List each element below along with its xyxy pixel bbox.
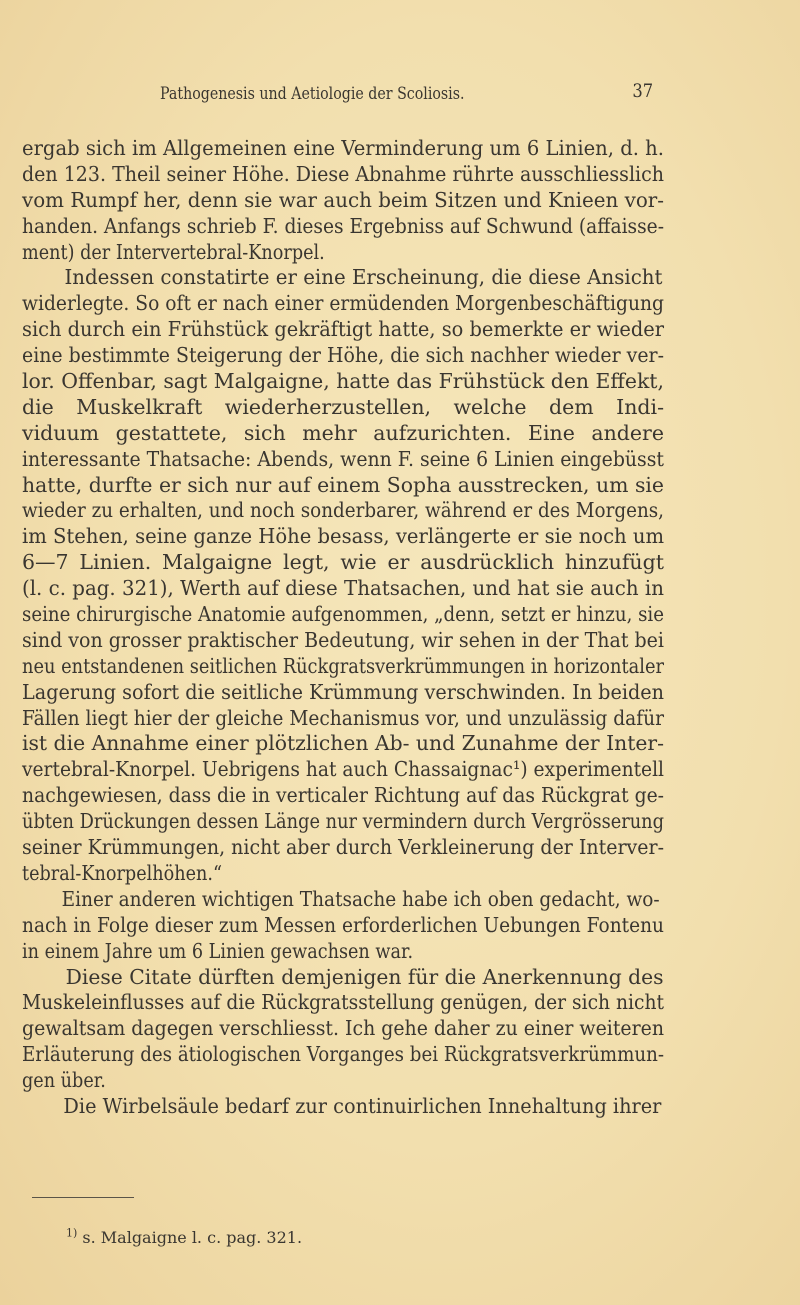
text-line: vertebral-Knorpel. Uebrigens hat auch Chassaignac¹) experimentell xyxy=(22,757,664,782)
footnote-divider xyxy=(32,1197,134,1198)
footnote-marker: 1) xyxy=(66,1226,78,1240)
paragraph-start: Diese Citate dürften demjenigen für die Anerkennung des xyxy=(65,964,664,989)
text-line: tebral-Knorpelhöhen.“ xyxy=(22,860,222,885)
text-line: widerlegte. So oft er nach einer ermüdenden Morgenbeschäftigung xyxy=(22,291,664,316)
text-line: Muskeleinflusses auf die Rückgratsstellung genügen, der sich nicht xyxy=(22,990,664,1015)
text-line: interessante Thatsache: Abends, wenn F. seine 6 Linien eingebüsst xyxy=(22,446,664,471)
text-line: ment) der Intervertebral-Knorpel. xyxy=(22,239,325,264)
text-line: viduum gestattete, sich mehr aufzurichten. Eine andere xyxy=(22,420,664,445)
text-line: Lagerung sofort die seitliche Krümmung verschwinden. In beiden xyxy=(22,679,664,704)
page-number: 37 xyxy=(632,80,653,102)
text-line: neu entstandenen seitlichen Rückgratsverkrümmungen in horizontaler xyxy=(22,653,664,678)
text-line: Fällen liegt hier der gleiche Mechanismus vor, und unzulässig dafür xyxy=(22,705,664,730)
text-line: 6—7 Linien. Malgaigne legt, wie er ausdrücklich hinzufügt xyxy=(22,550,664,575)
text-line: übten Drückungen dessen Länge nur vermindern durch Vergrösserung xyxy=(22,809,664,834)
text-line: handen. Anfangs schrieb F. dieses Ergebniss auf Schwund (affaisse- xyxy=(22,213,664,238)
running-header xyxy=(160,80,653,103)
text-line: die Muskelkraft wiederherzustellen, welche dem Indi- xyxy=(22,394,664,419)
text-line: nach in Folge dieser zum Messen erforderlichen Uebungen Fontenu xyxy=(22,912,664,937)
text-line: lor. Offenbar, sagt Malgaigne, hatte das Frühstück den Effekt, xyxy=(22,369,664,394)
text-line: Erläuterung des ätiologischen Vorganges bei Rückgratsverkrümmun- xyxy=(22,1042,664,1067)
footnote xyxy=(66,1228,302,1247)
body-text xyxy=(22,136,664,1120)
running-title: Pathogenesis und Aetiologie der Scoliosis. xyxy=(160,84,465,103)
text-line: gen über. xyxy=(22,1068,106,1093)
paragraph-start: Indessen constatirte er eine Erscheinung, die diese Ansicht xyxy=(64,265,663,290)
text-line: seine chirurgische Anatomie aufgenommen, „denn, setzt er hinzu, sie xyxy=(22,602,664,627)
text-line: gewaltsam dagegen verschliesst. Ich gehe daher zu einer weiteren xyxy=(22,1016,664,1041)
paragraph-start: Die Wirbelsäule bedarf zur continuirlichen Innehaltung ihrer xyxy=(63,1093,662,1118)
footnote-text: s. Malgaigne l. c. pag. 321. xyxy=(82,1228,303,1247)
paragraph-start: Einer anderen wichtigen Thatsache habe ich oben gedacht, wo- xyxy=(61,886,660,911)
text-line: sind von grosser praktischer Bedeutung, wir sehen in der That bei xyxy=(22,627,664,652)
text-line: in einem Jahre um 6 Linien gewachsen war. xyxy=(22,938,414,963)
text-line: ist die Annahme einer plötzlichen Ab- und Zunahme der Inter- xyxy=(22,731,664,756)
text-line: seiner Krümmungen, nicht aber durch Verkleinerung der Interver- xyxy=(22,835,664,860)
text-line: (l. c. pag. 321), Werth auf diese Thatsachen, und hat sie auch in xyxy=(22,576,664,601)
text-line: ergab sich im Allgemeinen eine Verminderung um 6 Linien, d. h. xyxy=(22,136,664,160)
text-line: im Stehen, seine ganze Höhe besass, verlängerte er sie noch um xyxy=(22,524,664,549)
text-line: vom Rumpf her, denn sie war auch beim Sitzen und Knieen vor- xyxy=(22,187,664,212)
text-line: wieder zu erhalten, und noch sonderbarer, während er des Morgens, xyxy=(22,498,664,523)
text-line: nachgewiesen, dass die in verticaler Richtung auf das Rückgrat ge- xyxy=(22,783,664,808)
text-line: eine bestimmte Steigerung der Höhe, die sich nachher wieder ver- xyxy=(22,343,664,368)
text-line: sich durch ein Frühstück gekräftigt hatte, so bemerkte er wieder xyxy=(22,317,664,342)
text-line: den 123. Theil seiner Höhe. Diese Abnahme rührte ausschliesslich xyxy=(22,161,664,186)
text-line: hatte, durfte er sich nur auf einem Sopha ausstrecken, um sie xyxy=(22,472,664,497)
